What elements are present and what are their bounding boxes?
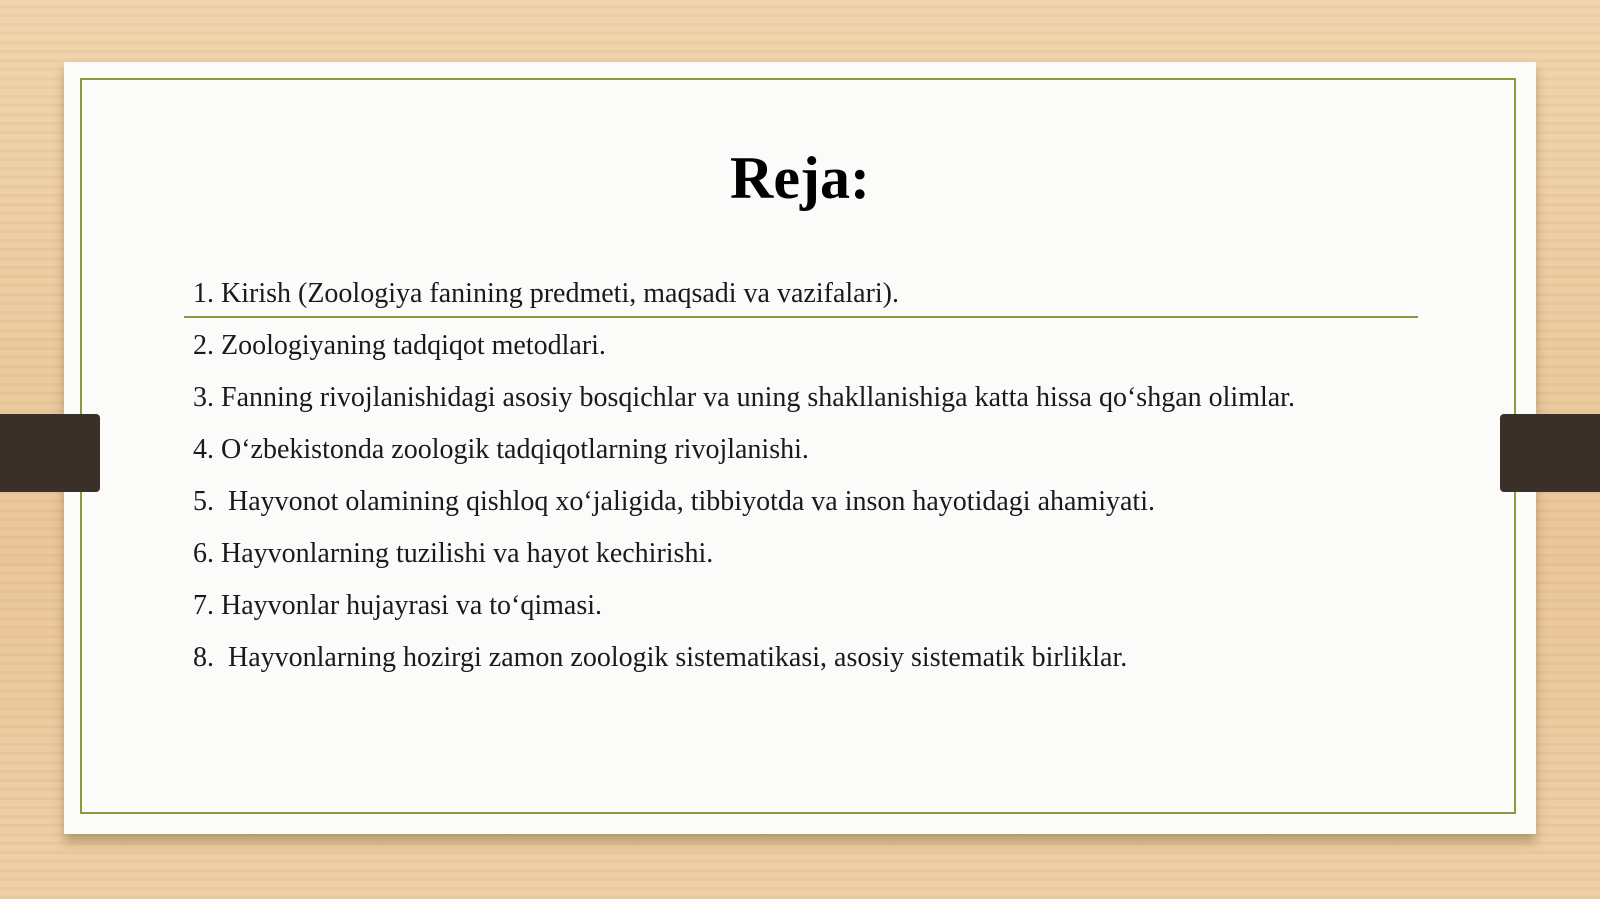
- plan-item-1: 1. Kirish (Zoologiya fanining predmeti, maqsadi va vazifalari).: [193, 278, 900, 309]
- plan-item-7: 7. Hayvonlar hujayrasi va to‘qimasi.: [193, 590, 603, 621]
- plan-item-6: 6. Hayvonlarning tuzilishi va hayot kechirishi.: [193, 538, 714, 569]
- plan-item-2: 2. Zoologiyaning tadqiqot metodlari.: [193, 330, 606, 361]
- plan-item-4: 4. O‘zbekistonda zoologik tadqiqotlarning rivojlanishi.: [193, 434, 809, 465]
- plan-item-3: 3. Fanning rivojlanishidagi asosiy bosqichlar va uning shakllanishiga katta hissa qo‘shgan olimlar.: [193, 382, 1295, 413]
- plan-list: [193, 268, 1433, 684]
- plan-item-5: 5. Hayvonot olamining qishloq xo‘jaligida, tibbiyotda va inson hayotidagi ahamiyati.: [193, 486, 1155, 517]
- plan-item-8: 8. Hayvonlarning hozirgi zamon zoologik sistematikasi, asosiy sistematik birliklar.: [193, 642, 1128, 673]
- slide-title: Reja:: [730, 145, 870, 211]
- left-binder-tab: [0, 414, 100, 492]
- right-binder-tab: [1500, 414, 1600, 492]
